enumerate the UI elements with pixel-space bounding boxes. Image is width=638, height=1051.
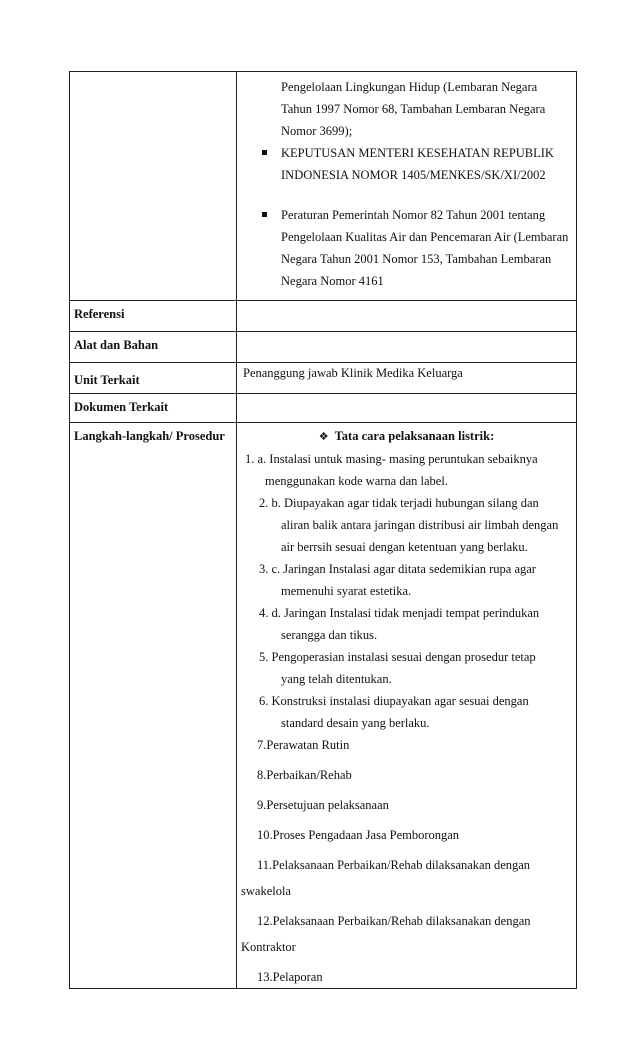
procedure-step: 7.Perawatan Rutin xyxy=(257,738,350,752)
procedure-line: 6. Konstruksi instalasi diupayakan agar sesuai dengan xyxy=(259,694,529,708)
sop-table xyxy=(69,71,577,989)
procedure-line: standard desain yang berlaku. xyxy=(281,716,430,730)
square-bullet-icon xyxy=(262,212,267,217)
procedure-line: 1. a. Instalasi untuk masing- masing peruntukan sebaiknya xyxy=(245,452,538,466)
row-label: Unit Terkait xyxy=(70,363,237,394)
diamond-bullet-icon: ❖ xyxy=(318,431,329,443)
continuation-line: Nomor 3699); xyxy=(281,124,353,138)
procedure-line: yang telah ditentukan. xyxy=(281,672,392,686)
procedure-heading: ❖ Tata cara pelaksanaan listrik: xyxy=(237,423,576,448)
bullet-line: Negara Nomor 4161 xyxy=(281,274,384,288)
procedure-step: Kontraktor xyxy=(241,940,296,954)
row-label: Referensi xyxy=(70,301,237,332)
procedure-line: aliran balik antara jaringan distribusi air limbah dengan xyxy=(281,518,559,532)
referensi-row xyxy=(70,301,577,332)
bullet-line: KEPUTUSAN MENTERI KESEHATAN REPUBLIK xyxy=(281,146,554,160)
procedure-step: 9.Persetujuan pelaksanaan xyxy=(257,798,389,812)
procedure-step: 8.Perbaikan/Rehab xyxy=(257,768,352,782)
bullet-item xyxy=(237,204,570,292)
unit-terkait-row xyxy=(70,363,577,394)
procedure-line: 3. c. Jaringan Instalasi agar ditata sedemikian rupa agar xyxy=(259,562,536,576)
bullet-line: Pengelolaan Kualitas Air dan Pencemaran Air (Lembaran xyxy=(281,230,569,244)
procedure-step: 11.Pelaksanaan Perbaikan/Rehab dilaksanakan dengan xyxy=(257,858,531,872)
row-value xyxy=(237,394,577,423)
procedure-cell xyxy=(237,423,577,989)
row-label: Dokumen Terkait xyxy=(70,394,237,423)
continuation-line: Tahun 1997 Nomor 68, Tambahan Lembaran Negara xyxy=(281,102,546,116)
row-label: Alat dan Bahan xyxy=(70,332,237,363)
procedure-row xyxy=(70,423,577,989)
row-value xyxy=(237,301,577,332)
procedure-step: 13.Pelaporan xyxy=(257,970,323,984)
row-value: Penanggung jawab Klinik Medika Keluarga xyxy=(237,363,577,394)
procedure-line: 4. d. Jaringan Instalasi tidak menjadi tempat perindukan xyxy=(259,606,540,620)
dokumen-terkait-row xyxy=(70,394,577,423)
references-row xyxy=(70,72,577,301)
alat-bahan-row xyxy=(70,332,577,363)
bullet-line: Negara Tahun 2001 Nomor 153, Tambahan Lembaran xyxy=(281,252,552,266)
bullet-line: INDONESIA NOMOR 1405/MENKES/SK/XI/2002 xyxy=(281,168,546,182)
procedure-step: 10.Proses Pengadaan Jasa Pemborongan xyxy=(257,828,460,842)
empty-label-cell xyxy=(70,72,237,301)
procedure-line: menggunakan kode warna dan label. xyxy=(265,474,448,488)
row-value xyxy=(237,332,577,363)
procedure-line: memenuhi syarat estetika. xyxy=(281,584,412,598)
procedure-step: 12.Pelaksanaan Perbaikan/Rehab dilaksanakan dengan xyxy=(257,914,531,928)
legal-basis-cell xyxy=(237,72,577,301)
bullet-line: Peraturan Pemerintah Nomor 82 Tahun 2001 tentang xyxy=(281,208,546,222)
row-label: Langkah-langkah/ Prosedur xyxy=(70,423,237,989)
procedure-line: air berrsih sesuai dengan ketentuan yang berlaku. xyxy=(281,540,528,554)
procedure-line: serangga dan tikus. xyxy=(281,628,378,642)
procedure-line: 2. b. Diupayakan agar tidak terjadi hubungan silang dan xyxy=(259,496,539,510)
procedure-line: 5. Pengoperasian instalasi sesuai dengan prosedur tetap xyxy=(259,650,536,664)
square-bullet-icon xyxy=(262,150,267,155)
continuation-line: Pengelolaan Lingkungan Hidup (Lembaran Negara xyxy=(281,80,538,94)
bullet-item xyxy=(237,142,570,186)
procedure-step: swakelola xyxy=(241,884,291,898)
